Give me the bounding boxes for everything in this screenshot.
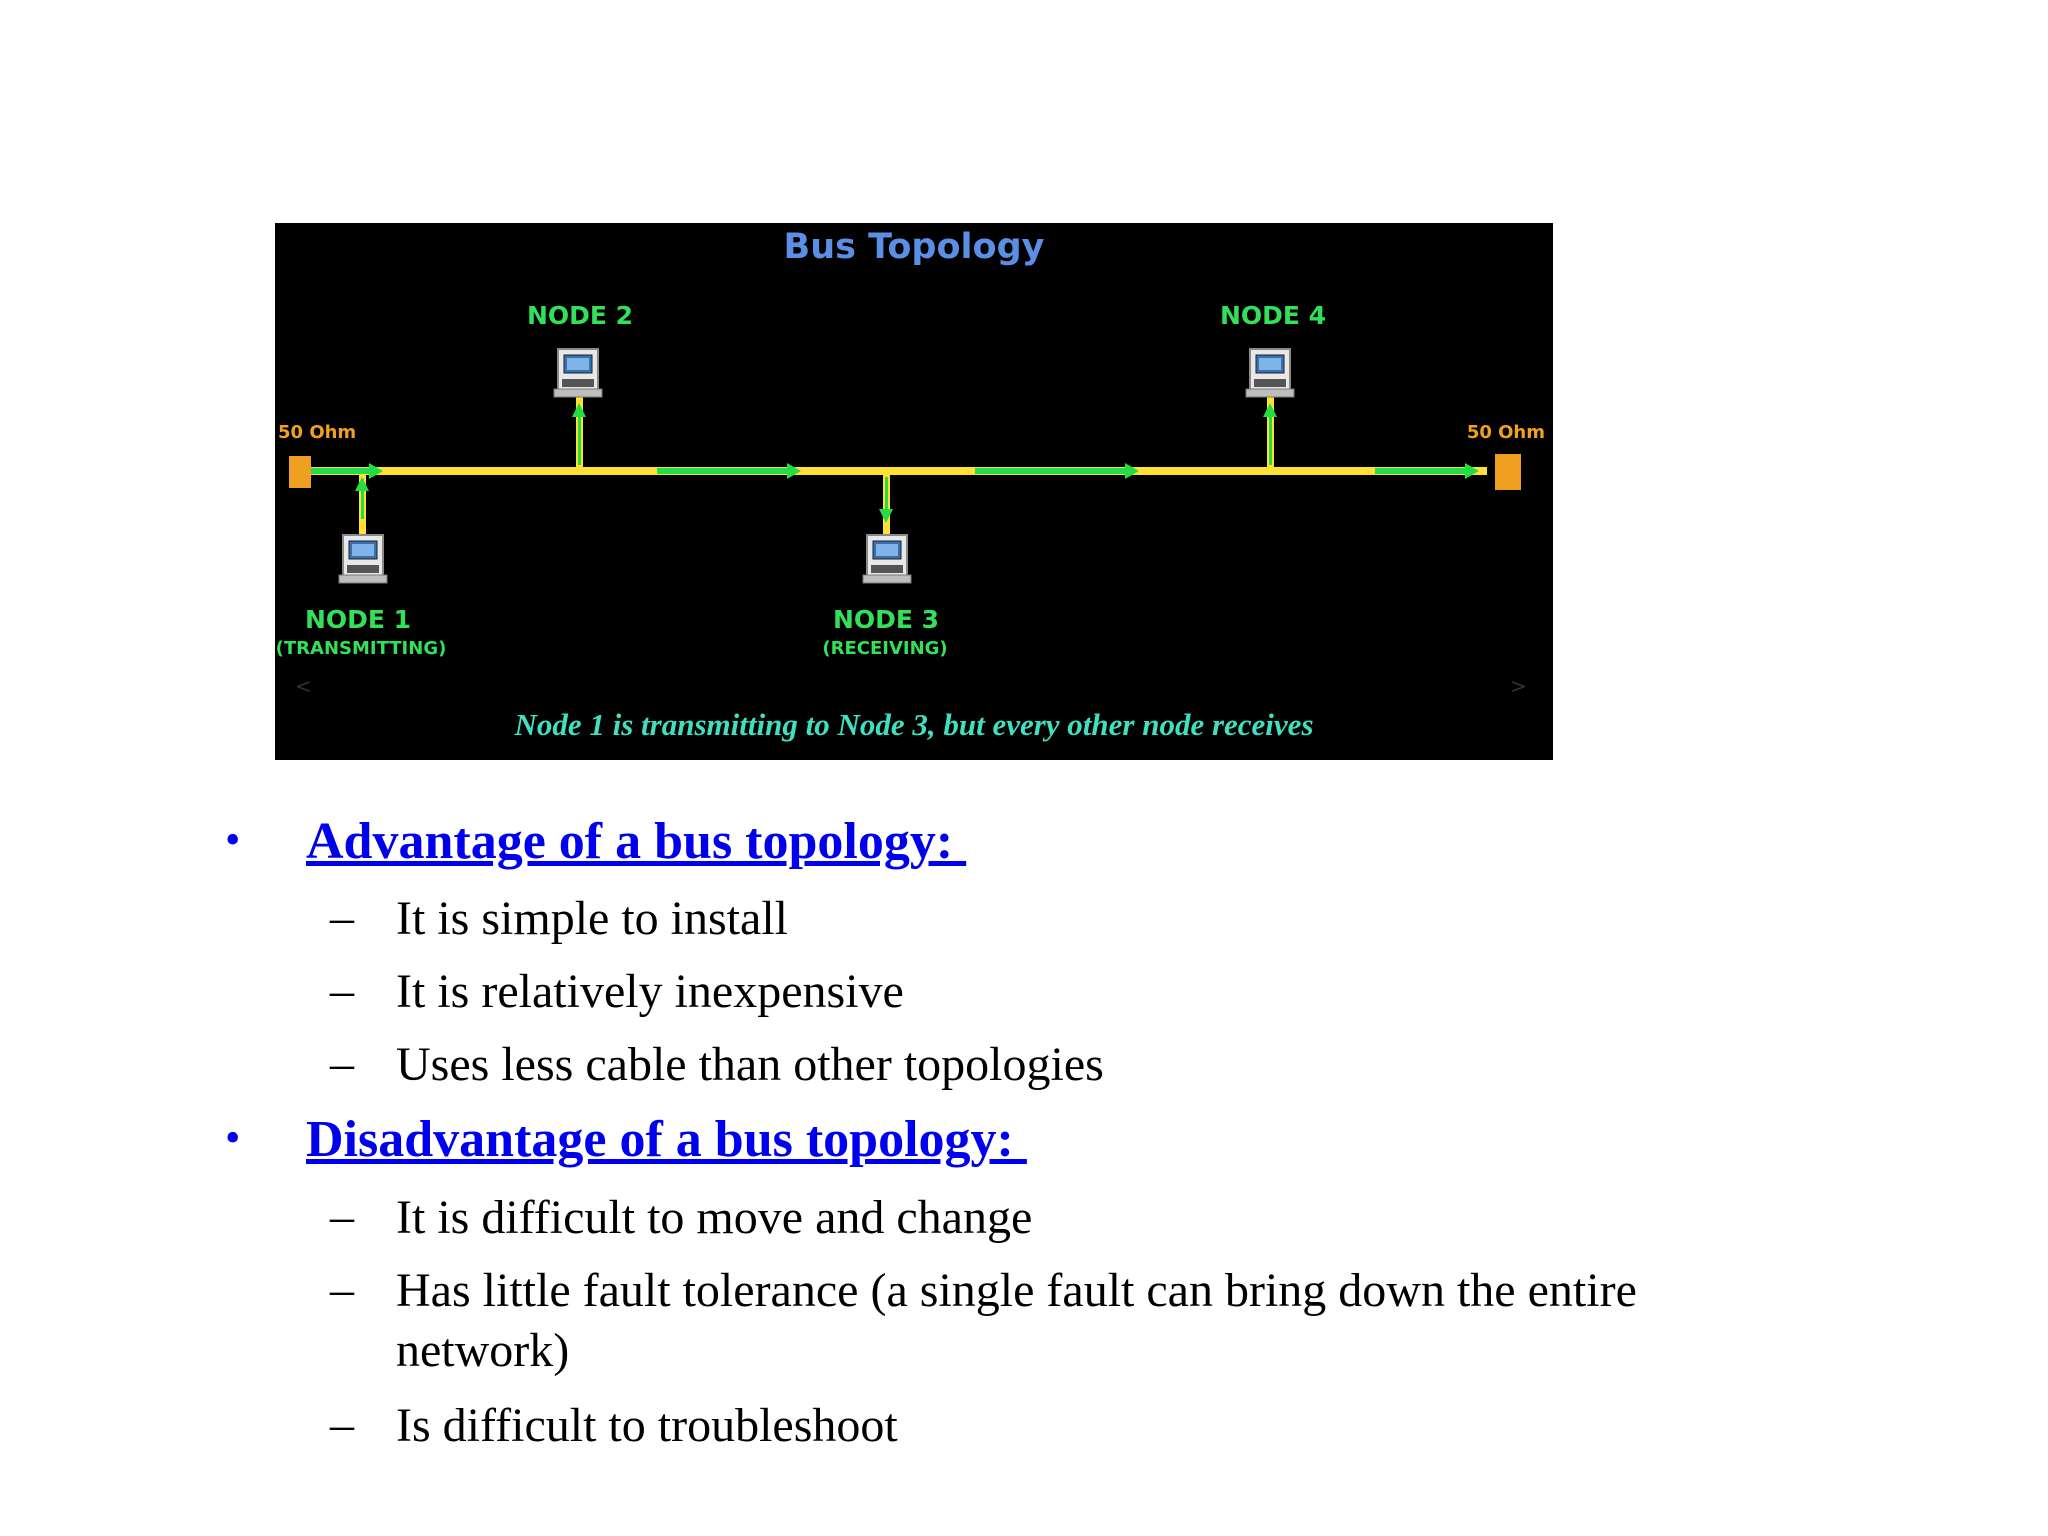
- advantage-item: It is simple to install: [396, 892, 788, 945]
- dash: –: [330, 1037, 354, 1090]
- disadvantage-item: Is difficult to troubleshoot: [396, 1399, 898, 1452]
- node-3-label: NODE 3: [832, 605, 940, 634]
- node-3-status: (RECEIVING): [822, 638, 948, 659]
- dash: –: [330, 1190, 354, 1243]
- node-2-label: NODE 2: [526, 301, 634, 330]
- dash: –: [330, 1263, 354, 1316]
- node-1-status: (TRANSMITTING): [275, 638, 447, 659]
- nav-next-icon[interactable]: >: [1510, 674, 1527, 698]
- terminator-left-label: 50 Ohm: [278, 422, 357, 443]
- terminator-right-label: 50 Ohm: [1466, 422, 1545, 443]
- advantage-item: It is relatively inexpensive: [396, 965, 904, 1018]
- nav-prev-icon[interactable]: <: [295, 674, 312, 698]
- dash: –: [330, 964, 354, 1017]
- node-4-label: NODE 4: [1219, 301, 1327, 330]
- dash: –: [330, 1398, 354, 1451]
- dash: –: [330, 891, 354, 944]
- advantages-heading-link[interactable]: Advantage of a bus topology:: [306, 813, 967, 870]
- diagram-title: Bus Topology: [783, 227, 1045, 267]
- disadvantage-item: Has little fault tolerance (a single fault can bring down the entire network): [396, 1264, 1637, 1377]
- disadvantage-item: It is difficult to move and change: [396, 1191, 1033, 1244]
- bullet-dot: •: [225, 1113, 241, 1162]
- disadvantages-heading-link[interactable]: Disadvantage of a bus topology:: [306, 1111, 1027, 1168]
- advantage-item: Uses less cable than other topologies: [396, 1038, 1104, 1091]
- node-1-label: NODE 1: [304, 605, 412, 634]
- bullet-dot: •: [225, 815, 241, 864]
- diagram-caption: Node 1 is transmitting to Node 3, but every other node receives: [514, 707, 1314, 742]
